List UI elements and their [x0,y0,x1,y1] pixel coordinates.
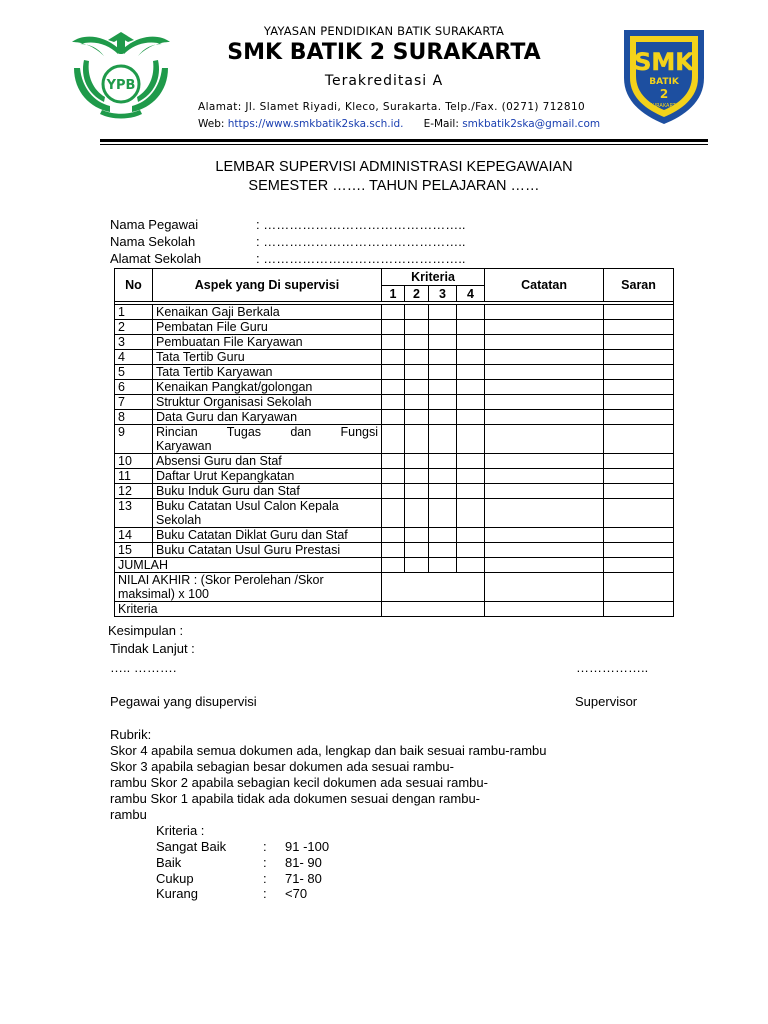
score-cell[interactable] [405,305,429,320]
table-row [115,320,674,335]
criteria-title: Kriteria : [156,823,205,838]
suggestion-cell[interactable] [604,543,674,558]
rubric-title: Rubrik: [110,727,152,742]
criteria-separator: : [263,839,267,854]
criteria-range: 71- 80 [285,871,322,886]
table-row [115,305,674,320]
row-aspect-line1: Buku Catatan Usul Calon Kepala [156,499,339,513]
row-no: 6 [115,380,153,395]
row-aspect-line2: Karyawan [156,439,212,453]
row-no: 2 [115,320,153,335]
row-aspect [153,499,382,528]
notes-cell[interactable] [485,543,604,558]
score-cell[interactable] [382,305,405,320]
smk-logo-sub: BATIK [649,77,679,87]
row-no: 5 [115,365,153,380]
table-row [115,454,674,469]
supervisor-signature-label: Supervisor [575,694,638,709]
score-cell[interactable] [429,469,457,484]
school-address: Alamat: Jl. Slamet Riyadi, Kleco, Surakarta. Telp./Fax. (0271) 712810 [198,101,586,113]
email-link[interactable]: smkbatik2ska@gmail.com [462,118,601,130]
total-cell[interactable] [405,558,429,573]
notes-cell[interactable] [485,454,604,469]
signature-dots-left: ….. ………. [110,660,177,675]
row-aspect: Tata Tertib Karyawan [153,365,382,380]
suggestion-cell[interactable] [604,350,674,365]
row-no: 7 [115,395,153,410]
suggestion-cell[interactable] [604,335,674,350]
row-aspect-line1: Rincian Tugas dan Fungsi [156,425,378,439]
rubric-line: rambu Skor 2 apabila sebagian kecil dokumen ada sesuai rambu- [110,775,488,790]
row-aspect-line2: Sekolah [156,513,202,527]
score-cell[interactable] [457,395,485,410]
document-title: LEMBAR SUPERVISI ADMINISTRASI KEPEGAWAIAN [215,159,573,175]
score-cell[interactable] [457,469,485,484]
score-cell[interactable] [382,528,405,543]
score-cell[interactable] [405,380,429,395]
score-cell[interactable] [405,425,429,454]
field-label-school-address: Alamat Sekolah [110,251,202,266]
notes-cell[interactable] [485,350,604,365]
notes-cell[interactable] [485,602,604,617]
table-row [115,410,674,425]
notes-cell[interactable] [485,320,604,335]
total-label: JUMLAH [115,558,382,573]
table-row [115,543,674,558]
col-header-k4: 4 [457,286,485,302]
table-row [115,528,674,543]
suggestion-cell[interactable] [604,499,674,528]
score-cell[interactable] [405,543,429,558]
score-cell[interactable] [405,350,429,365]
row-aspect: Daftar Urut Kepangkatan [153,469,382,484]
score-cell[interactable] [429,350,457,365]
accreditation: Terakreditasi A [324,73,444,89]
notes-cell[interactable] [485,469,604,484]
score-cell[interactable] [429,365,457,380]
ypb-logo-text: YPB [106,78,136,93]
col-header-k3: 3 [429,286,457,302]
suggestion-cell[interactable] [604,380,674,395]
score-cell[interactable] [429,425,457,454]
score-cell[interactable] [405,365,429,380]
final-score-cell[interactable] [382,573,485,602]
col-header-no: No [115,269,153,302]
criteria-separator: : [263,886,267,901]
smk-logo-num: 2 [659,87,669,101]
field-value-school-address: : ……………………………………….. [256,251,466,266]
suggestion-cell[interactable] [604,410,674,425]
criteria-separator: : [263,855,267,870]
table-row [115,469,674,484]
criteria-label: Kriteria [115,602,382,617]
score-cell[interactable] [457,528,485,543]
field-value-employee-name: : ……………………………………….. [256,217,466,232]
row-no: 13 [115,499,153,528]
suggestion-cell[interactable] [604,320,674,335]
final-score-label: NILAI AKHIR : (Skor Perolehan /Skor maksimal) x 100 [115,573,382,602]
row-aspect: Absensi Guru dan Staf [153,454,382,469]
rubric-line: rambu [110,807,147,822]
notes-cell[interactable] [485,395,604,410]
notes-cell[interactable] [485,558,604,573]
criteria-label: Cukup [156,871,194,886]
row-aspect: Data Guru dan Karyawan [153,410,382,425]
total-row [115,558,674,573]
row-aspect: Buku Catatan Diklat Guru dan Staf [153,528,382,543]
score-cell[interactable] [405,499,429,528]
table-row [115,365,674,380]
score-cell[interactable] [382,350,405,365]
rubric-line: Skor 4 apabila semua dokumen ada, lengkap dan baik sesuai rambu-rambu [110,743,547,758]
row-no: 15 [115,543,153,558]
suggestion-cell[interactable] [604,365,674,380]
table-row [115,350,674,365]
row-no: 11 [115,469,153,484]
notes-cell[interactable] [485,365,604,380]
header-rule-thick [100,139,708,142]
row-no: 10 [115,454,153,469]
email-label: E-Mail: [423,118,463,130]
table-row [115,380,674,395]
row-aspect: Pembatan File Guru [153,320,382,335]
col-header-notes: Catatan [485,269,604,302]
supervision-table [114,268,674,617]
smk-logo-text: SMK [634,48,694,76]
row-aspect: Pembuatan File Karyawan [153,335,382,350]
score-cell[interactable] [429,395,457,410]
score-cell[interactable] [382,380,405,395]
table-row [115,499,674,528]
notes-cell[interactable] [485,335,604,350]
score-cell[interactable] [405,528,429,543]
score-cell[interactable] [429,335,457,350]
score-cell[interactable] [382,499,405,528]
criteria-row [115,602,674,617]
notes-cell[interactable] [485,528,604,543]
col-header-aspect: Aspek yang Di supervisi [153,269,382,302]
score-cell[interactable] [429,410,457,425]
score-cell[interactable] [382,365,405,380]
score-cell[interactable] [405,335,429,350]
row-no: 8 [115,410,153,425]
score-cell[interactable] [429,380,457,395]
score-cell[interactable] [457,365,485,380]
suggestion-cell[interactable] [604,484,674,499]
supervisee-signature-label: Pegawai yang disupervisi [110,694,257,709]
col-header-k1: 1 [382,286,405,302]
score-cell[interactable] [405,484,429,499]
col-header-criteria: Kriteria [382,269,485,286]
follow-up-label: Tindak Lanjut : [110,641,195,656]
score-cell[interactable] [429,528,457,543]
score-cell[interactable] [457,380,485,395]
score-cell[interactable] [405,454,429,469]
field-label-school-name: Nama Sekolah [110,234,196,249]
conclusion-label: Kesimpulan : [108,623,184,638]
notes-cell[interactable] [485,573,604,602]
field-value-school-name: : ……………………………………….. [256,234,466,249]
score-cell[interactable] [457,335,485,350]
criteria-label: Baik [156,855,182,870]
row-aspect: Tata Tertib Guru [153,350,382,365]
criteria-range: 81- 90 [285,855,322,870]
notes-cell[interactable] [485,484,604,499]
score-cell[interactable] [405,395,429,410]
total-cell[interactable] [382,558,405,573]
suggestion-cell[interactable] [604,602,674,617]
score-cell[interactable] [429,320,457,335]
score-cell[interactable] [457,499,485,528]
score-cell[interactable] [457,350,485,365]
score-cell[interactable] [382,484,405,499]
score-cell[interactable] [382,469,405,484]
school-name: SMK BATIK 2 SURAKARTA [227,40,541,65]
row-aspect: Buku Induk Guru dan Staf [153,484,382,499]
contact-line [198,118,600,130]
row-no: 3 [115,335,153,350]
score-cell[interactable] [405,320,429,335]
notes-cell[interactable] [485,305,604,320]
document-subtitle: SEMESTER ……. TAHUN PELAJARAN …… [248,178,540,194]
row-aspect: Kenaikan Gaji Berkala [153,305,382,320]
header-rule-thin [100,144,708,145]
suggestion-cell[interactable] [604,454,674,469]
row-no: 9 [115,425,153,454]
criteria-label: Sangat Baik [156,839,227,854]
website-link[interactable]: https://www.smkbatik2ska.sch.id. [227,118,404,130]
notes-cell[interactable] [485,380,604,395]
final-score-row [115,573,674,602]
row-aspect: Kenaikan Pangkat/golongan [153,380,382,395]
row-no: 14 [115,528,153,543]
field-label-employee-name: Nama Pegawai [110,217,199,232]
suggestion-cell[interactable] [604,305,674,320]
score-cell[interactable] [457,484,485,499]
score-cell[interactable] [429,499,457,528]
suggestion-cell[interactable] [604,425,674,454]
rubric-line: Skor 3 apabila sebagian besar dokumen ada sesuai rambu- [110,759,454,774]
suggestion-cell[interactable] [604,469,674,484]
notes-cell[interactable] [485,499,604,528]
score-cell[interactable] [429,305,457,320]
row-no: 1 [115,305,153,320]
suggestion-cell[interactable] [604,395,674,410]
foundation-name: YAYASAN PENDIDIKAN BATIK SURAKARTA [263,24,505,38]
score-cell[interactable] [457,425,485,454]
score-cell[interactable] [457,543,485,558]
row-no: 12 [115,484,153,499]
score-cell[interactable] [382,543,405,558]
score-cell[interactable] [382,335,405,350]
col-header-suggestion: Saran [604,269,674,302]
score-cell[interactable] [429,543,457,558]
table-row [115,395,674,410]
row-aspect: Buku Catatan Usul Guru Prestasi [153,543,382,558]
score-cell[interactable] [382,395,405,410]
table-row [115,335,674,350]
notes-cell[interactable] [485,425,604,454]
table-row [115,425,674,454]
table-row [115,484,674,499]
suggestion-cell[interactable] [604,558,674,573]
criteria-range: <70 [285,886,308,901]
criteria-range: 91 -100 [285,839,330,854]
suggestion-cell[interactable] [604,573,674,602]
score-cell[interactable] [457,320,485,335]
score-cell[interactable] [405,469,429,484]
criteria-separator: : [263,871,267,886]
suggestion-cell[interactable] [604,528,674,543]
score-cell[interactable] [382,320,405,335]
score-cell[interactable] [457,305,485,320]
web-label: Web: [198,118,228,130]
total-cell[interactable] [429,558,457,573]
total-cell[interactable] [457,558,485,573]
score-cell[interactable] [405,410,429,425]
row-aspect [153,425,382,454]
rubric-line: rambu Skor 1 apabila tidak ada dokumen sesuai dengan rambu- [110,791,481,806]
score-cell[interactable] [429,484,457,499]
row-aspect: Struktur Organisasi Sekolah [153,395,382,410]
criteria-label: Kurang [156,886,198,901]
criteria-cell[interactable] [382,602,485,617]
score-cell[interactable] [382,425,405,454]
score-cell[interactable] [457,410,485,425]
row-no: 4 [115,350,153,365]
col-header-k2: 2 [405,286,429,302]
score-cell[interactable] [382,454,405,469]
smk-logo-city: SURAKARTA [649,103,679,109]
score-cell[interactable] [382,410,405,425]
score-cell[interactable] [457,454,485,469]
notes-cell[interactable] [485,410,604,425]
signature-dots-right: …………….. [576,660,649,675]
score-cell[interactable] [429,454,457,469]
